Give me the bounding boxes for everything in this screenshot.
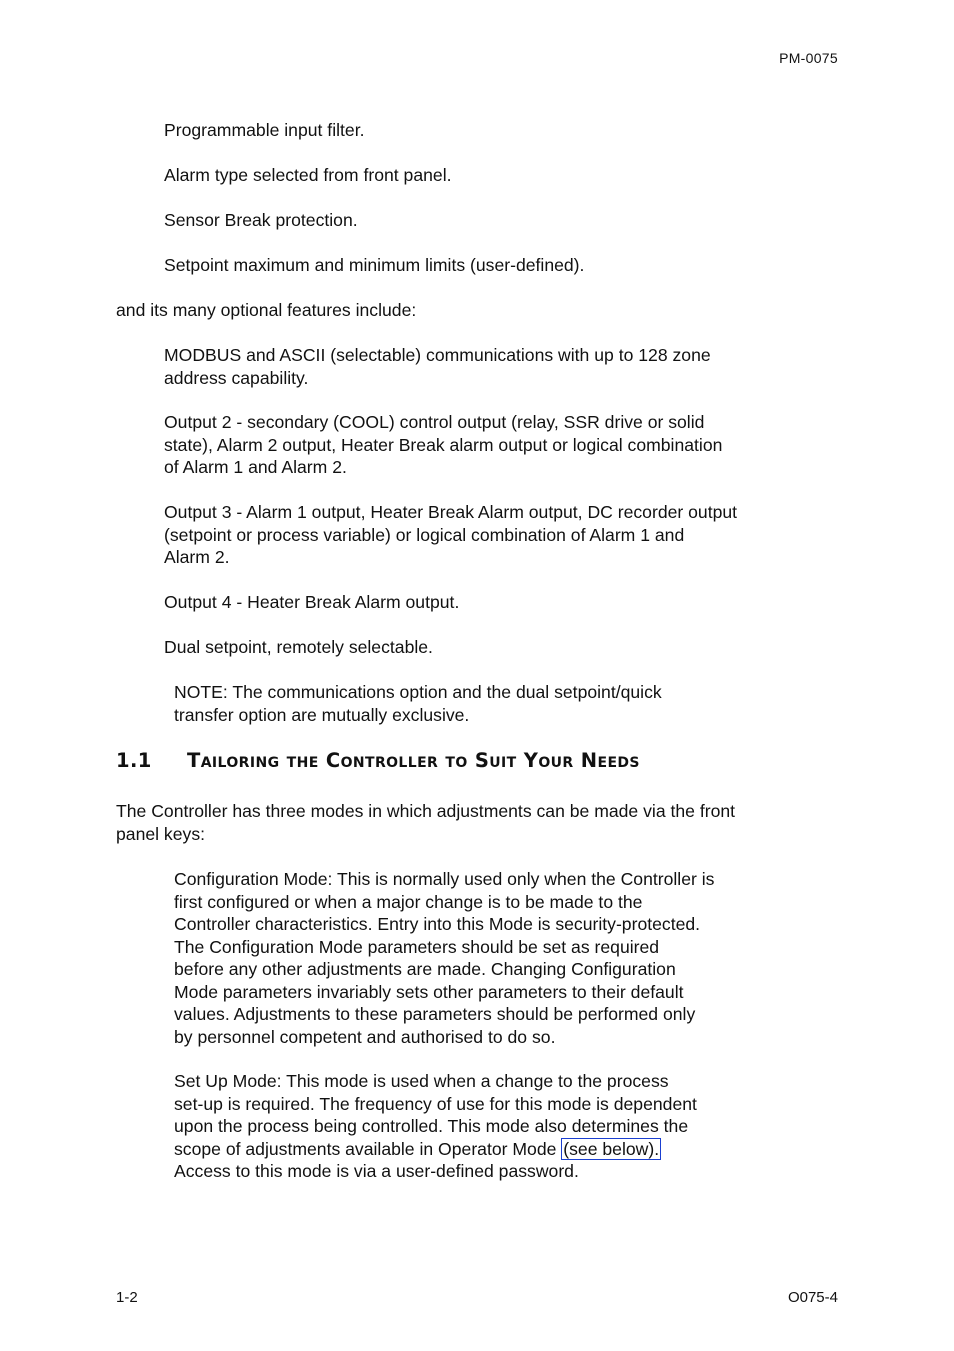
section-number: 1.1 <box>116 749 152 772</box>
text-line: (setpoint or process variable) or logical combination of Alarm 1 and <box>164 524 685 545</box>
text-line: Configuration Mode: This is normally used only when the Controller is <box>174 869 715 889</box>
text-line: panel keys: <box>116 823 205 844</box>
document-code: PM-0075 <box>779 50 838 66</box>
feature-item: Setpoint maximum and minimum limits (user-defined). <box>164 255 585 275</box>
feature-output4: Output 4 - Heater Break Alarm output. <box>164 592 460 612</box>
text-line: address capability. <box>164 367 309 388</box>
text-line: Controller characteristics. Entry into this Mode is security-protected. <box>174 914 701 934</box>
feature-item: Programmable input filter. <box>164 120 365 140</box>
text-line: Output 2 - secondary (COOL) control output (relay, SSR drive or solid <box>164 412 705 432</box>
text-line: Output 3 - Alarm 1 output, Heater Break Alarm output, DC recorder output <box>164 502 738 522</box>
page-number: 1-2 <box>116 1289 138 1306</box>
note <box>174 681 662 726</box>
feature-item: Alarm type selected from front panel. <box>164 165 452 185</box>
text-line: state), Alarm 2 output, Heater Break alarm output or logical combination <box>164 434 723 455</box>
text-line: set-up is required. The frequency of use for this mode is dependent <box>174 1093 697 1114</box>
text-line: before any other adjustments are made. Changing Configuration <box>174 959 676 979</box>
feature-dual-setpoint: Dual setpoint, remotely selectable. <box>164 637 433 657</box>
feature-modbus <box>164 344 711 389</box>
feature-output3 <box>164 501 737 569</box>
text-line: NOTE: The communications option and the dual setpoint/quick <box>174 682 662 702</box>
feature-output2 <box>164 411 722 479</box>
text-line: of Alarm 1 and Alarm 2. <box>164 457 347 477</box>
configuration-mode-paragraph <box>174 868 714 1048</box>
see-below-link[interactable]: (see below). <box>563 1138 660 1159</box>
text-line: upon the process being controlled. This mode also determines the <box>174 1116 689 1136</box>
text-segment: scope of adjustments available in Operator Mode <box>174 1138 562 1159</box>
feature-item: Sensor Break protection. <box>164 210 358 230</box>
text-line: Set Up Mode: This mode is used when a change to the process <box>174 1071 669 1091</box>
text-line: transfer option are mutually exclusive. <box>174 704 470 725</box>
text-line: MODBUS and ASCII (selectable) communications with up to 128 zone <box>164 345 711 365</box>
text-line: The Configuration Mode parameters should be set as required <box>174 936 660 957</box>
text-line: Mode parameters invariably sets other parameters to their default <box>174 981 684 1002</box>
text-line: first configured or when a major change is to be made to the <box>174 891 643 912</box>
optional-intro: and its many optional features include: <box>116 300 417 320</box>
text-line: The Controller has three modes in which adjustments can be made via the front <box>116 801 736 821</box>
document-revision: O075-4 <box>787 1289 838 1306</box>
text-line: values. Adjustments to these parameters should be performed only <box>174 1004 696 1024</box>
text-line: Access to this mode is via a user-defined password. <box>174 1161 579 1181</box>
section-intro <box>116 800 735 845</box>
text-line <box>174 1138 697 1161</box>
text-line: by personnel competent and authorised to do so. <box>174 1026 556 1047</box>
section-title: Tailoring the Controller to Suit Your Needs <box>187 749 640 772</box>
setup-mode-paragraph <box>174 1070 697 1183</box>
text-line: Alarm 2. <box>164 547 230 567</box>
section-heading <box>116 749 640 772</box>
